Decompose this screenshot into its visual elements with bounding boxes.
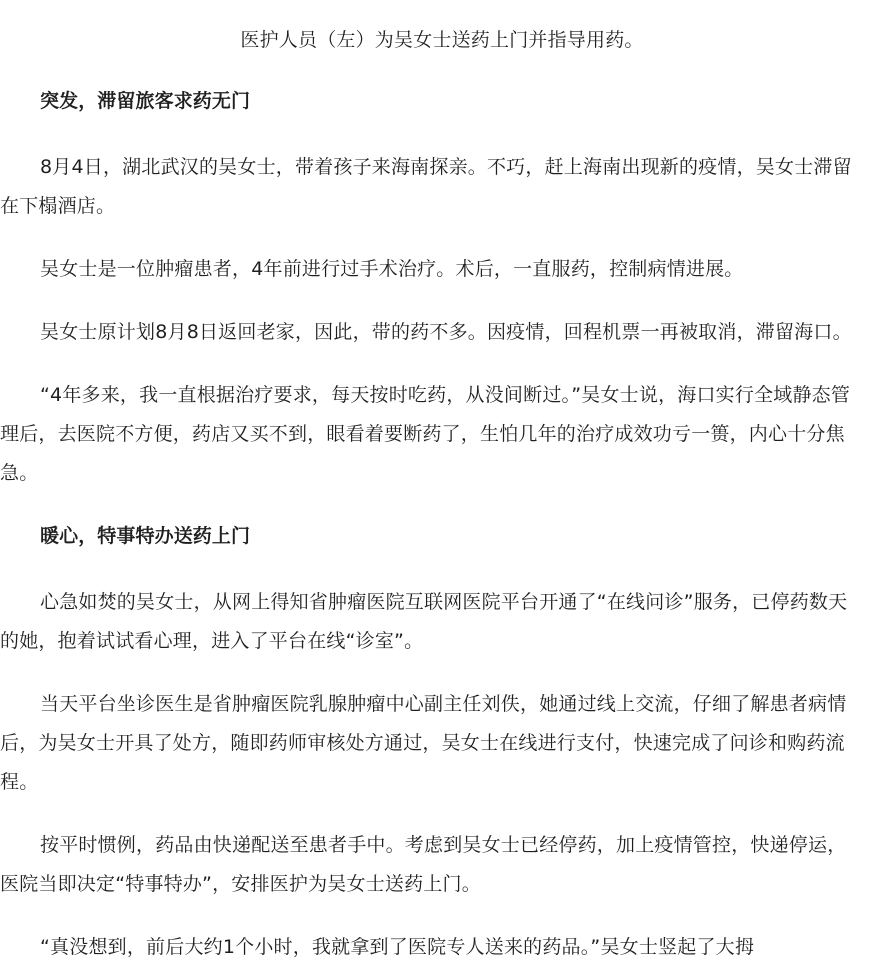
spacer <box>0 551 860 583</box>
paragraph: 心急如焚的吴女士，从网上得知省肿瘤医院互联网医院平台开通了“在线问诊”服务，已停药数天的她，抱着试试看心理，进入了平台在线“诊室”。 <box>0 591 848 652</box>
article-body <box>0 86 860 967</box>
paragraph: 吴女士原计划8月8日返回老家，因此，带的药不多。因疫情，回程机票一再被取消，滞留海口。 <box>40 321 852 343</box>
paragraph: 按平时惯例，药品由快递配送至患者手中。考虑到吴女士已经停药，加上疫情管控，快递停运，医院当即决定“特事特办”，安排医护为吴女士送药上门。 <box>0 834 847 895</box>
spacer <box>0 226 860 250</box>
spacer <box>0 289 860 313</box>
spacer <box>0 116 860 148</box>
section-heading: 暖心，特事特办送药上门 <box>40 525 251 547</box>
image-caption: 医护人员（左）为吴女士送药上门并指导用药。 <box>240 29 644 51</box>
spacer <box>0 352 860 376</box>
paragraph: 当天平台坐诊医生是省肿瘤医院乳腺肿瘤中心副主任刘佚，她通过线上交流，仔细了解患者病情后，为吴女士开具了处方，随即药师审核处方通过，吴女士在线进行支付，快速完成了问诊和购药流程。 <box>0 693 847 793</box>
spacer <box>0 904 860 928</box>
paragraph: 8月4日，湖北武汉的吴女士，带着孩子来海南探亲。不巧，赶上海南出现新的疫情，吴女士滞留在下榻酒店。 <box>0 156 852 217</box>
paragraph: “真没想到，前后大约1个小时，我就拿到了医院专人送来的药品。”吴女士竖起了大拇 <box>40 936 755 958</box>
paragraph: 吴女士是一位肿瘤患者，4年前进行过手术治疗。术后，一直服药，控制病情进展。 <box>40 258 744 280</box>
spacer <box>0 802 860 826</box>
paragraph: “4年多来，我一直根据治疗要求，每天按时吃药，从没间断过。”吴女士说，海口实行全域静态管理后，去医院不方便，药店又买不到，眼看着要断药了，生怕几年的治疗成效功亏一篑，内心十分焦急。 <box>0 384 851 484</box>
spacer <box>0 661 860 685</box>
spacer <box>0 493 860 521</box>
section-heading: 突发，滞留旅客求药无门 <box>40 90 251 112</box>
